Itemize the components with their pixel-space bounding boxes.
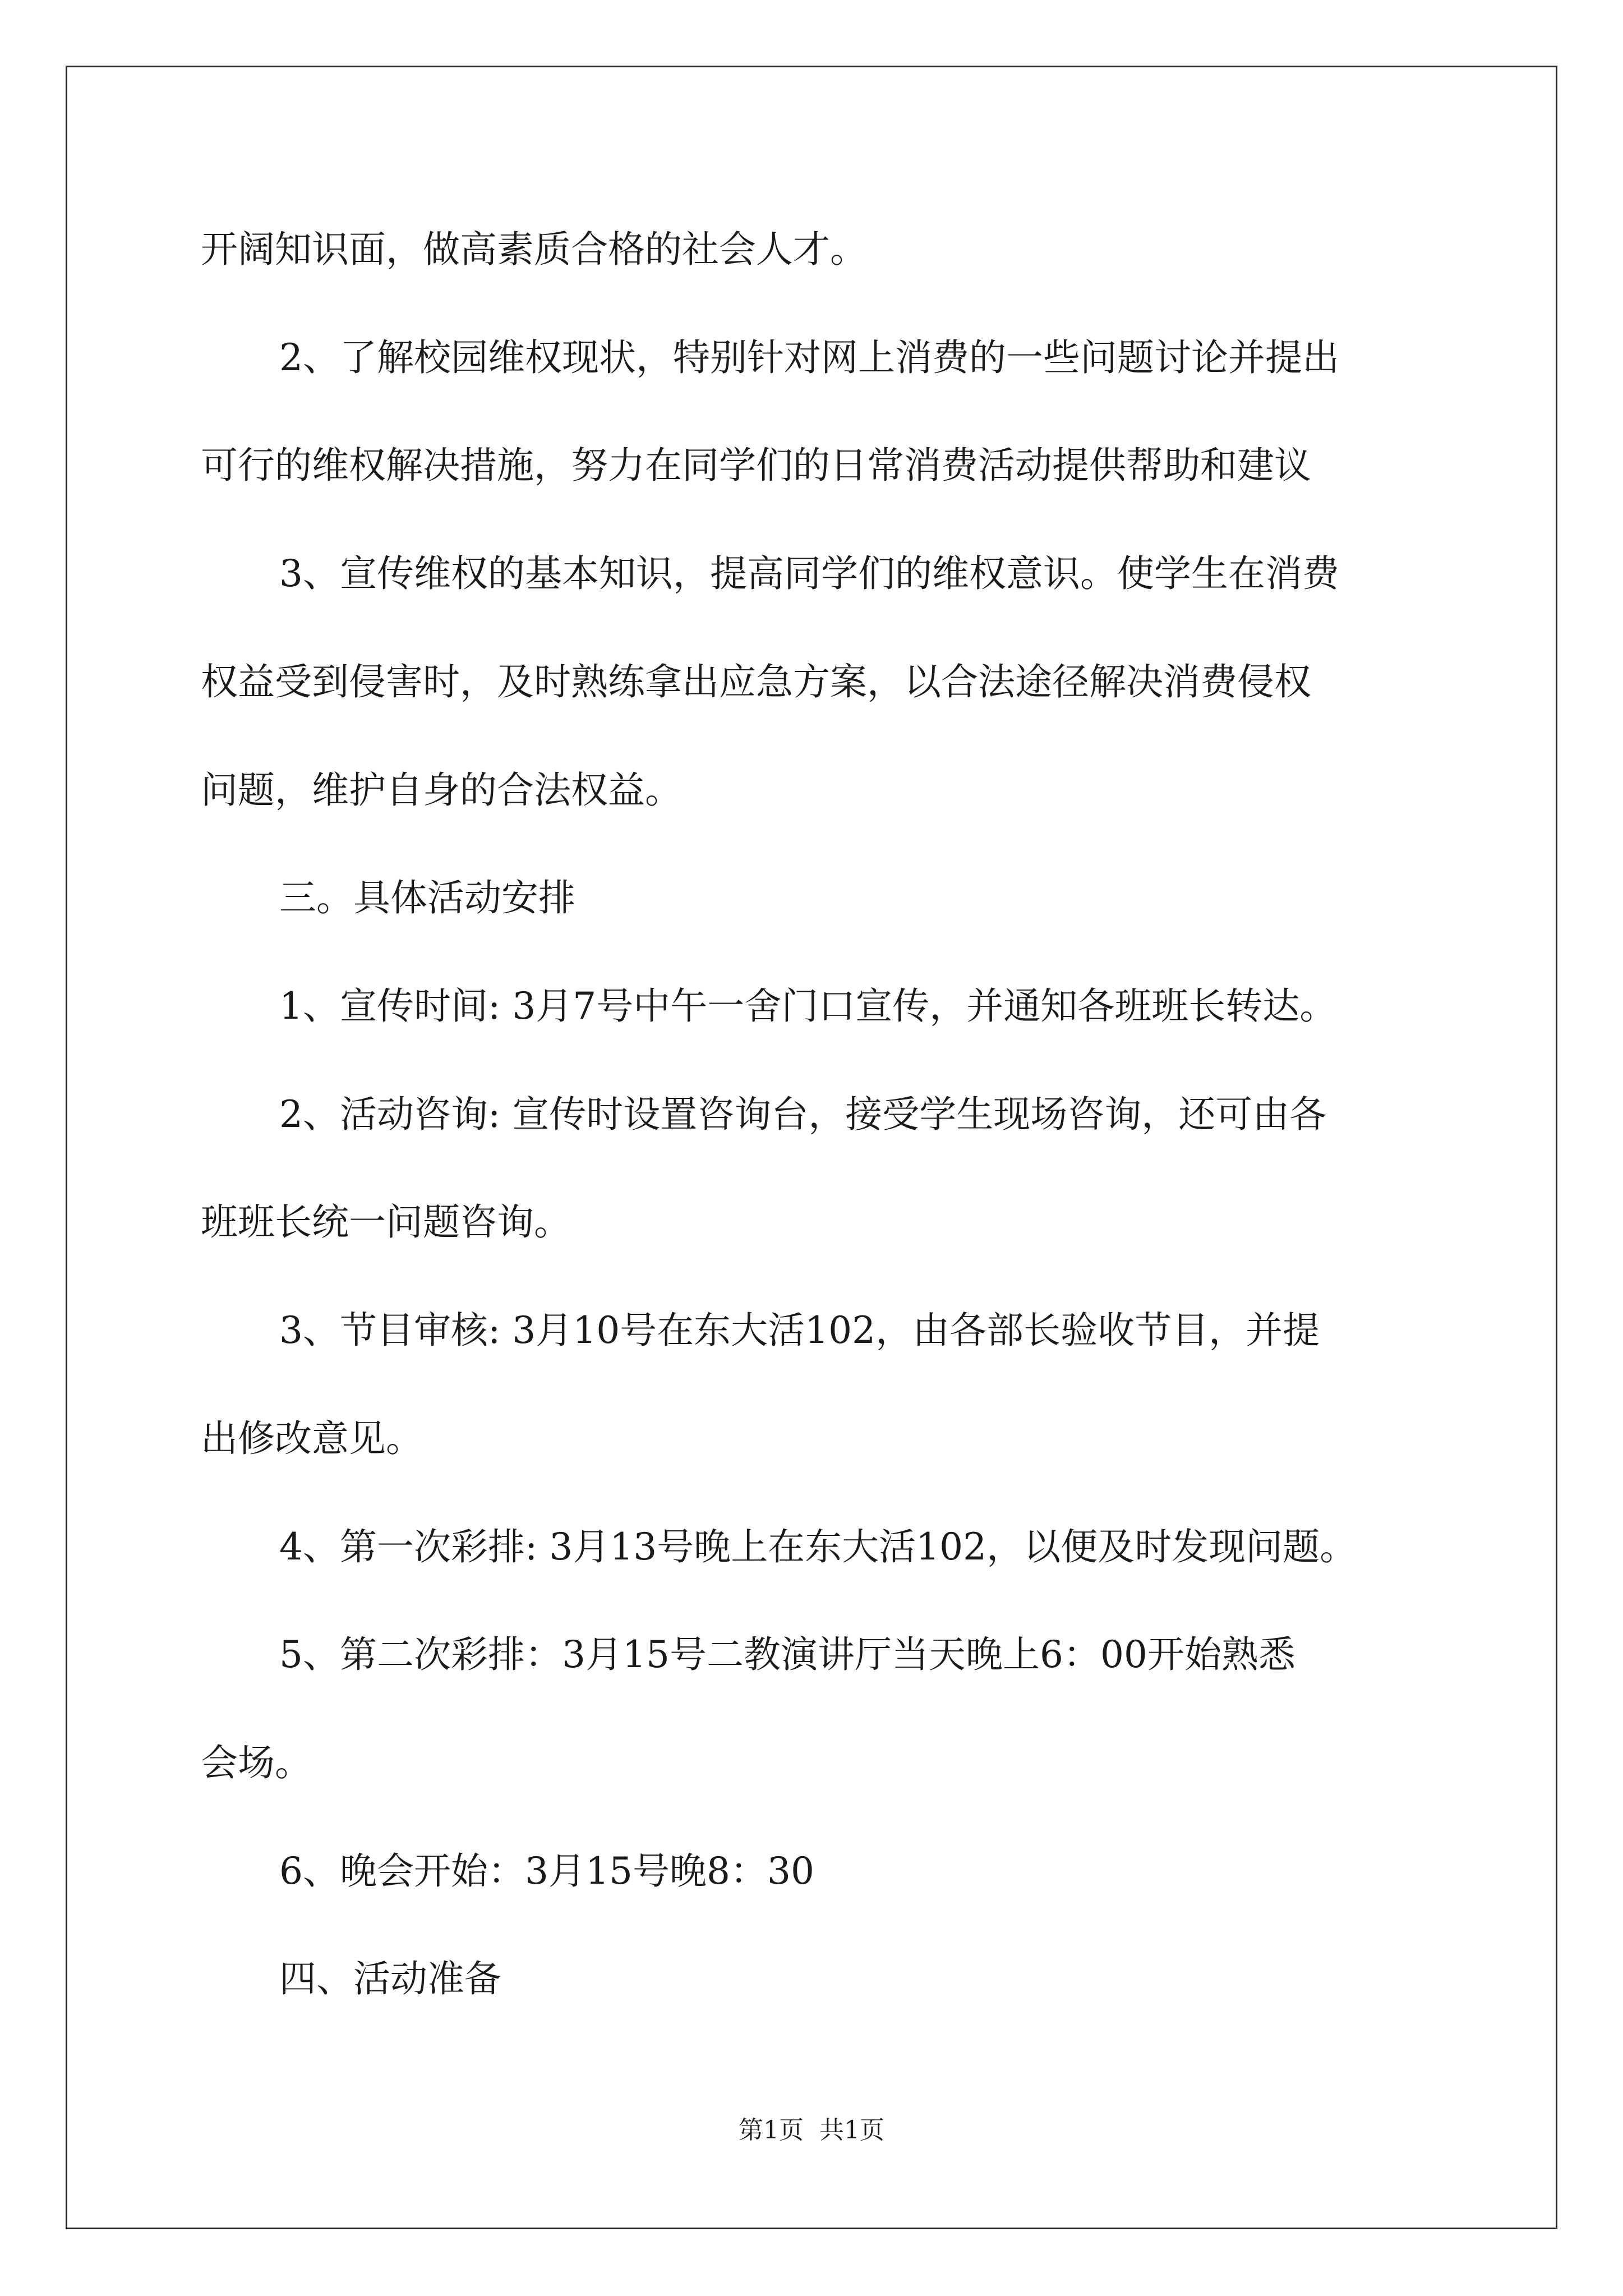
page-number: 第1页 xyxy=(739,2116,804,2145)
page-footer xyxy=(0,2114,1623,2147)
page-border xyxy=(66,66,1557,2229)
paragraph-line: 6、晚会开始：3月15号晚8：30 xyxy=(279,1849,814,1893)
paragraph-line: 2、了解校园维权现状，特别针对网上消费的一些问题讨论并提出 xyxy=(279,336,1339,379)
paragraph-line: 问题，维护自身的合法权益。 xyxy=(201,769,682,812)
paragraph-line: 5、第二次彩排：3月15号二教演讲厅当天晚上6：00开始熟悉 xyxy=(279,1633,1295,1676)
paragraph-line: 班班长统一问题咨询。 xyxy=(201,1200,571,1244)
page-total: 共1页 xyxy=(819,2116,884,2145)
paragraph-line: 2、活动咨询: 宣传时设置咨询台，接受学生现场咨询，还可由各 xyxy=(279,1093,1327,1136)
paragraph-line: 3、宣传维权的基本知识，提高同学们的维权意识。使学生在消费 xyxy=(279,552,1339,595)
paragraph-line: 1、宣传时间: 3月7号中午一舍门口宣传，并通知各班班长转达。 xyxy=(279,984,1337,1028)
paragraph-line: 4、第一次彩排: 3月13号晚上在东大活102，以便及时发现问题。 xyxy=(279,1525,1357,1568)
paragraph-line: 可行的维权解决措施，努力在同学们的日常消费活动提供帮助和建议 xyxy=(201,444,1311,487)
section-heading: 三。具体活动安排 xyxy=(279,876,575,919)
paragraph-line: 会场。 xyxy=(201,1741,312,1784)
section-heading: 四、活动准备 xyxy=(279,1957,501,2000)
paragraph-line: 3、节目审核: 3月10号在东大活102，由各部长验收节目，并提 xyxy=(279,1309,1320,1352)
paragraph-line: 权益受到侵害时，及时熟练拿出应急方案，以合法途径解决消费侵权 xyxy=(201,660,1311,703)
paragraph-line: 出修改意见。 xyxy=(201,1417,423,1460)
paragraph-line: 开阔知识面，做高素质合格的社会人才。 xyxy=(201,228,867,271)
